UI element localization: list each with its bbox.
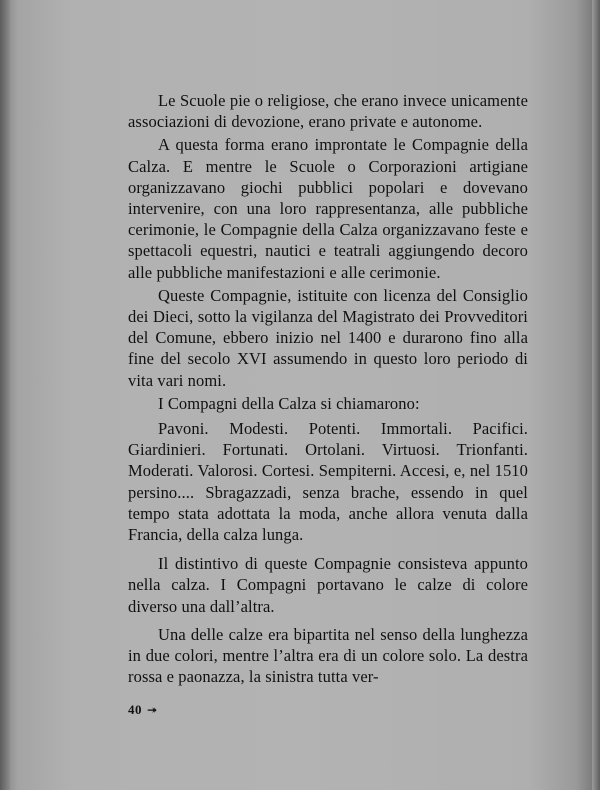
- paragraph-company-names: Pavoni. Modesti. Potenti. Immortali. Pacifici. Giardinieri. Fortunati. Ortolani. Virtuosi. Trionfanti. Moderati. Valorosi. Cortesi. Sempiterni. Accesi, e, nel 1510 persino.... Sbragazzadi, senza brache, essendo in quel tempo stata adottata la moda, anche allora venuta dalla Francia, della calza lunga.: [128, 419, 528, 545]
- page-number-mark: ↠: [147, 703, 158, 717]
- page-edge-shadow: [592, 0, 600, 790]
- paragraph-distintivo: Il distintivo di queste Compagnie consisteva appunto nella calza. I Compagni portavano le calze di colore diverso una dall’altra.: [128, 554, 528, 616]
- paragraph-compagni-chiamarono: I Compagni della Calza si chiamarono:: [158, 393, 420, 413]
- page-number: [128, 702, 158, 718]
- page-text: [128, 90, 528, 689]
- paragraph-calze-colori: Una delle calze era bipartita nel senso della lunghezza in due colori, mentre l’altra era di un colore solo. La destra rossa e paonazza, la sinistra tutta ver-: [128, 624, 528, 687]
- book-spine-shadow: [0, 0, 10, 790]
- paragraph-scuole-pie: Le Scuole pie o religiose, che erano invece unicamente associazioni di devozione, erano private e autonome.: [128, 91, 528, 132]
- page-number-value: 40: [128, 702, 142, 717]
- paragraph-compagnie-istituite: Queste Compagnie, istituite con licenza del Consiglio dei Dieci, sotto la vigilanza del Magistrato dei Provveditori del Comune, ebbero inizio nel 1400 e durarono fino alla fine del secolo XVI assumendo in questo loro periodo di vita vari nomi.: [128, 285, 528, 390]
- paragraph-compagnie-calza-forma: A questa forma erano improntate le Compagnie della Calza. E mentre le Scuole o Corporazioni artigiane organizzavano giochi pubblici popolari e dovevano intervenire, con una loro rappresentanza, alle pubbliche cerimonie, le Compagnie della Calza organizzavano feste e spettacoli equestri, nautici e teatrali aggiungendo decoro alle pubbliche manifestazioni e alle cerimonie.: [128, 135, 528, 282]
